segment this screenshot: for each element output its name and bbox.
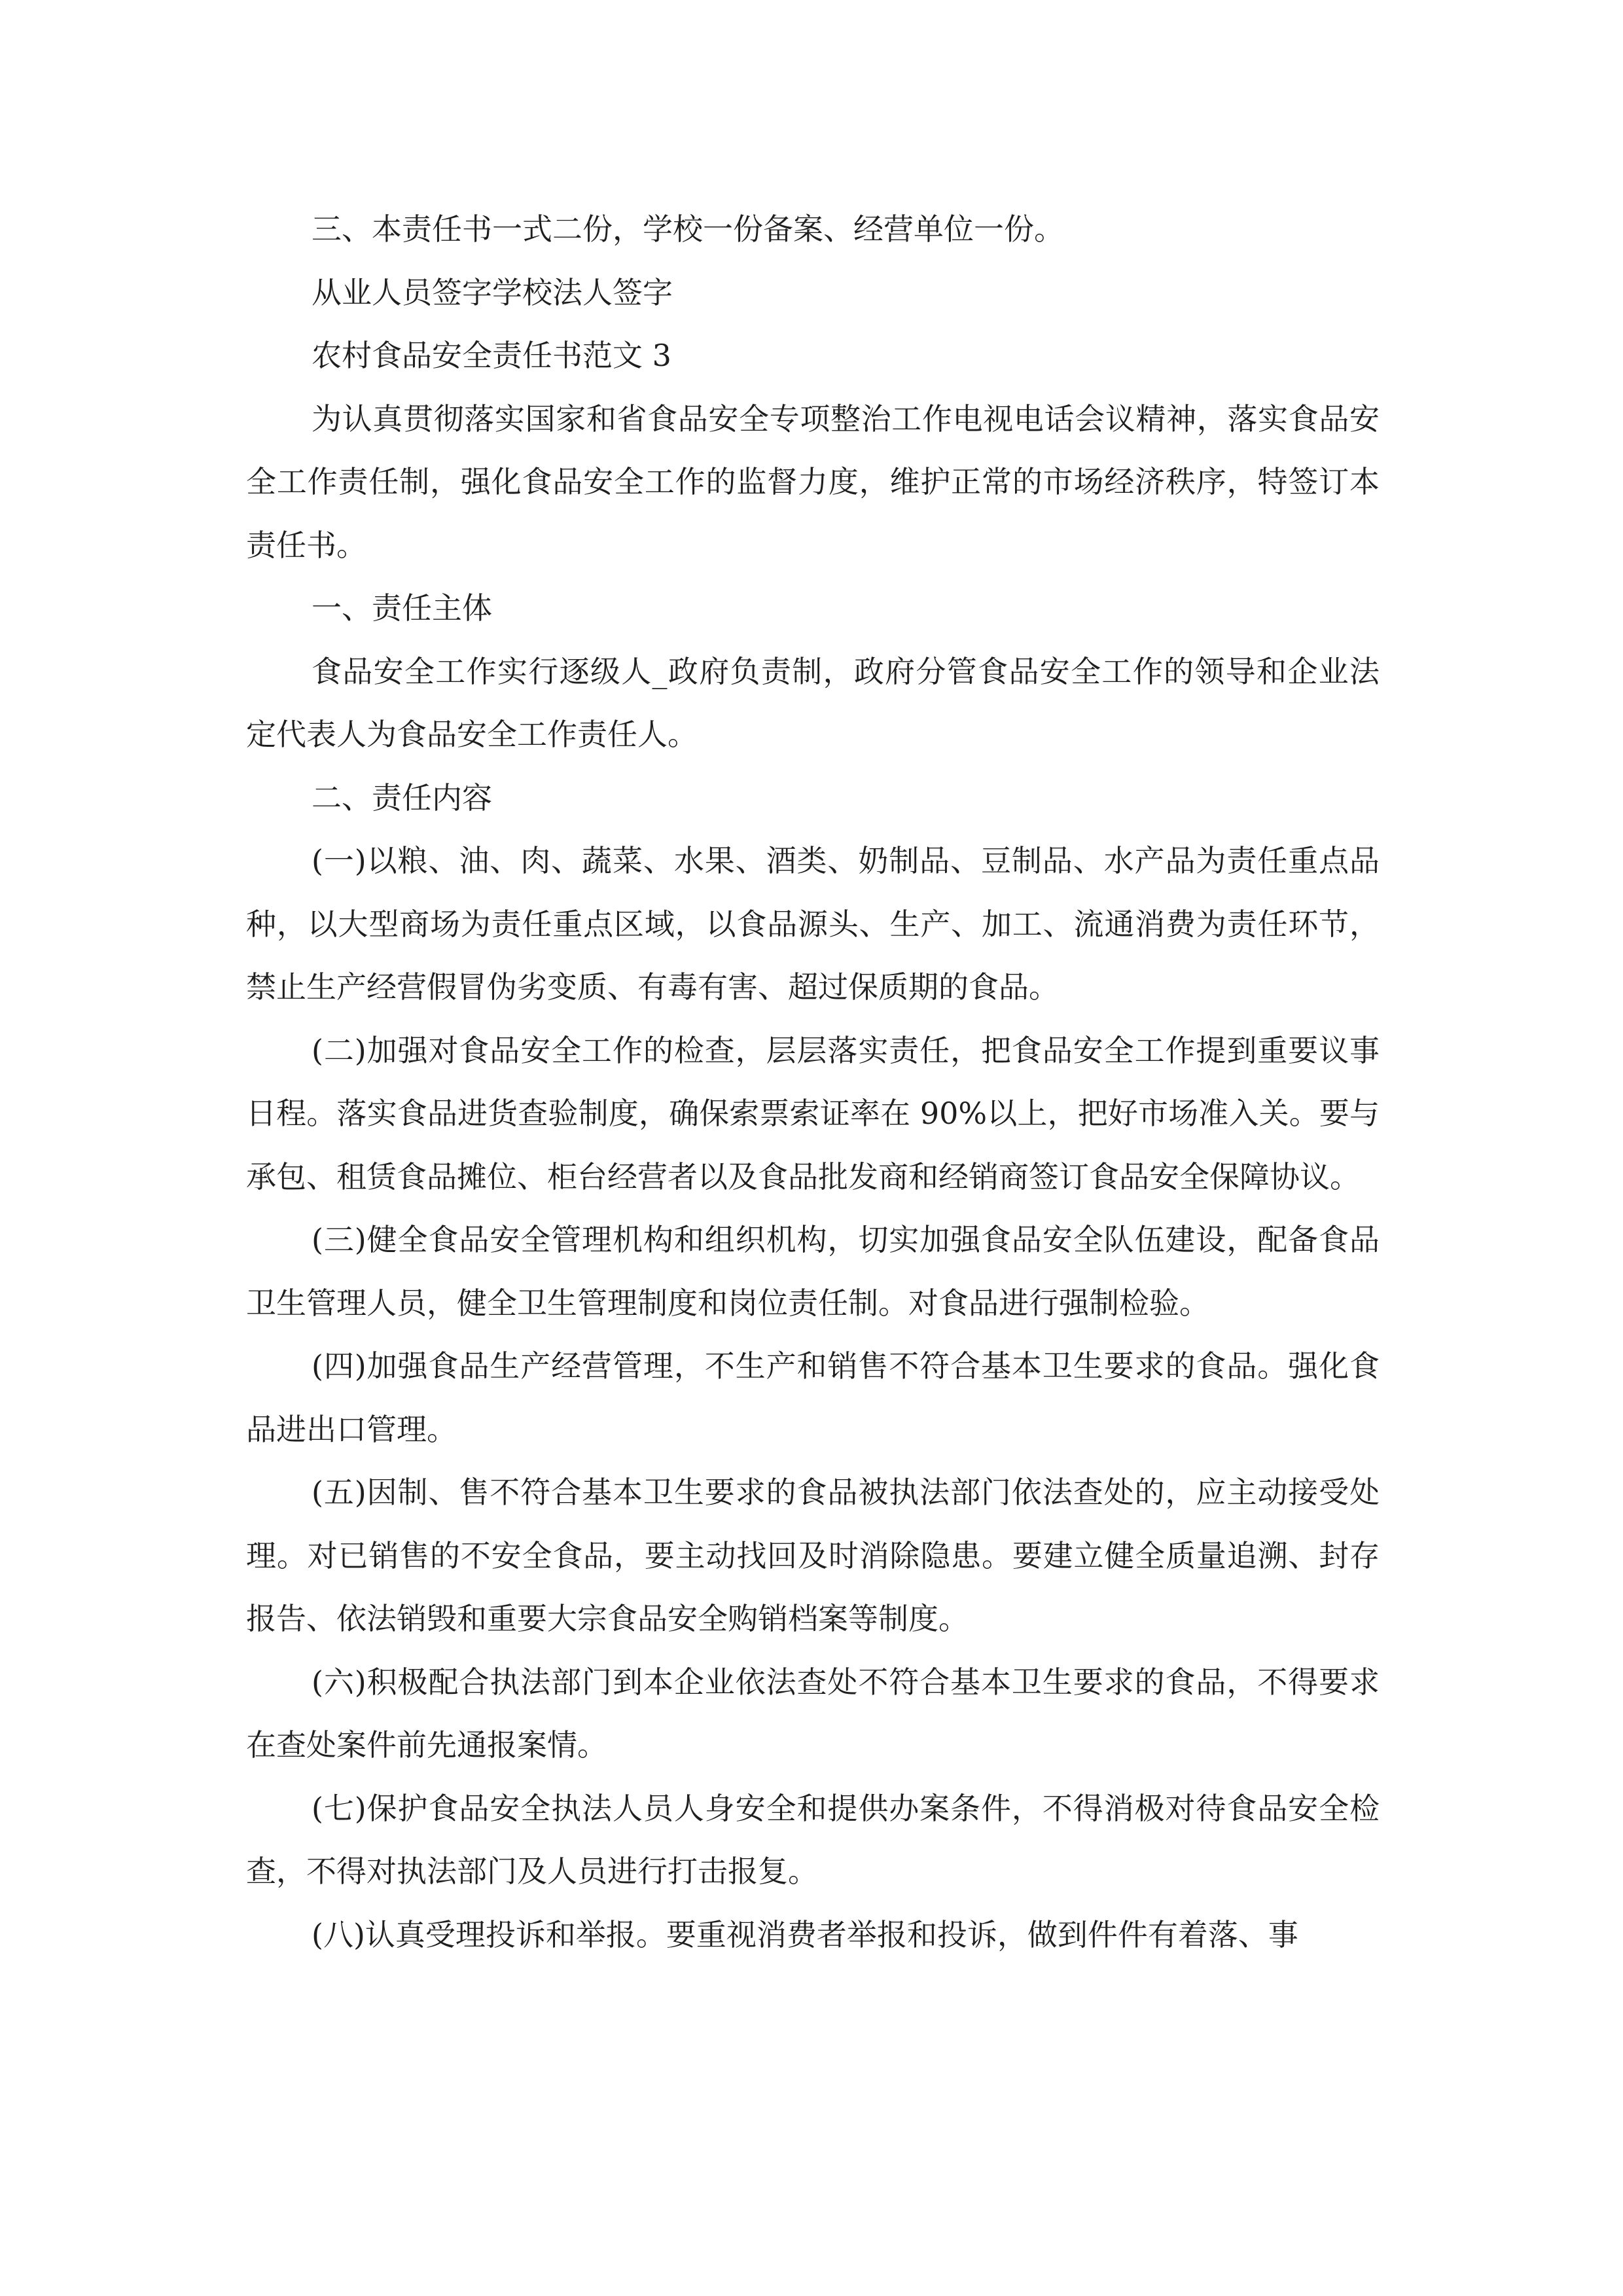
list-item: (四)加强食品生产经营管理，不生产和销售不符合基本卫生要求的食品。强化食品进出口管理。 <box>246 1348 1380 1447</box>
list-item: (一)以粮、油、肉、蔬菜、水果、酒类、奶制品、豆制品、水产品为责任重点品种，以大型商场为责任重点区域，以食品源头、生产、加工、流通消费为责任环节，禁止生产经营假冒伪劣变质、有毒有害、超过保质期的食品。 <box>246 843 1380 1005</box>
list-item: (六)积极配合执法部门到本企业依法查处不符合基本卫生要求的食品，不得要求在查处案件前先通报案情。 <box>246 1664 1380 1763</box>
paragraph: 从业人员签字学校法人签字 <box>312 274 673 310</box>
paragraph: 三、本责任书一式二份，学校一份备案、经营单位一份。 <box>312 211 1064 247</box>
paragraph: 为认真贯彻落实国家和省食品安全专项整治工作电视电话会议精神，落实食品安全工作责任制，强化食品安全工作的监督力度，维护正常的市场经济秩序，特签订本责任书。 <box>246 401 1380 563</box>
list-item: (二)加强对食品安全工作的检查，层层落实责任，把食品安全工作提到重要议事日程。落实食品进货查验制度，确保索票索证率在 90%以上，把好市场准入关。要与承包、租赁食品摊位、柜台经营者以及食品批发商和经销商签订食品安全保障协议。 <box>246 1032 1380 1194</box>
list-item: (八)认真受理投诉和举报。要重视消费者举报和投诉，做到件件有着落、事 <box>312 1916 1298 1952</box>
document-subtitle: 农村食品安全责任书范文 3 <box>312 338 671 373</box>
paragraph: 食品安全工作实行逐级人_政府负责制，政府分管食品安全工作的领导和企业法定代表人为食品安全工作责任人。 <box>246 653 1380 752</box>
section-heading: 二、责任内容 <box>312 780 492 816</box>
list-item: (七)保护食品安全执法人员人身安全和提供办案条件，不得消极对待食品安全检查，不得对执法部门及人员进行打击报复。 <box>246 1790 1380 1889</box>
list-item: (五)因制、售不符合基本卫生要求的食品被执法部门依法查处的，应主动接受处理。对已销售的不安全食品，要主动找回及时消除隐患。要建立健全质量追溯、封存报告、依法销毁和重要大宗食品安全购销档案等制度。 <box>246 1475 1380 1636</box>
list-item: (三)健全食品安全管理机构和组织机构，切实加强食品安全队伍建设，配备食品卫生管理人员，健全卫生管理制度和岗位责任制。对食品进行强制检验。 <box>246 1222 1380 1321</box>
section-heading: 一、责任主体 <box>312 590 492 626</box>
